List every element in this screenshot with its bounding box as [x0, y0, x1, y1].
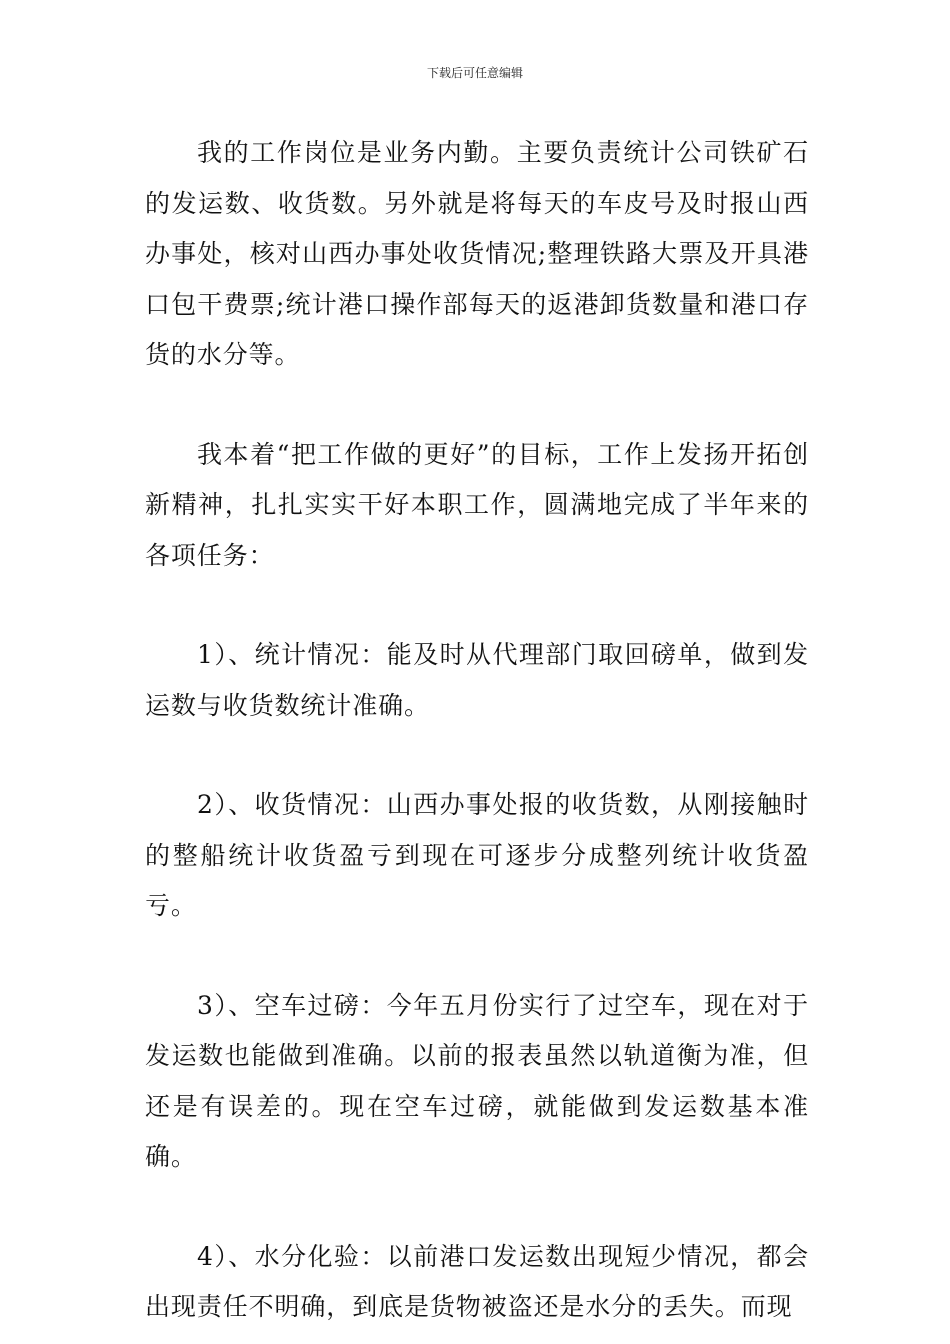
paragraph-item-receipts: 2）、收货情况：山西办事处报的收货数，从刚接触时的整船统计收货盈亏到现在可逐步分成整列统计收货盈亏。 — [145, 790, 809, 920]
paragraph-item-moisture-test: 4）、水分化验：以前港口发运数出现短少情况，都会出现责任不明确，到底是货物被盗还是水分的丢失。而现 — [145, 1241, 809, 1321]
paragraph-item-empty-weighing: 3）、空车过磅：今年五月份实行了过空车，现在对于发运数也能做到准确。以前的报表虽然以轨道衡为准，但还是有误差的。现在空车过磅，就能做到发运数基本准确。 — [145, 990, 809, 1171]
paragraph-goal: 我本着“把工作做的更好”的目标，工作上发扬开拓创新精神，扎扎实实干好本职工作，圆满地完成了半年来的各项任务： — [145, 439, 809, 570]
paragraph-job-duties: 我的工作岗位是业务内勤。主要负责统计公司铁矿石的发运数、收货数。另外就是将每天的车皮号及时报山西办事处，核对山西办事处收货情况;整理铁路大票及开具港口包干费票;统计港口操作部每天的返港卸货数量和港口存货的水分等。 — [145, 138, 809, 369]
paragraph-item-statistics: 1）、统计情况：能及时从代理部门取回磅单，做到发运数与收货数统计准确。 — [145, 640, 809, 720]
document-body — [145, 128, 809, 1333]
page-header-note: 下载后可任意编辑 — [426, 66, 523, 80]
